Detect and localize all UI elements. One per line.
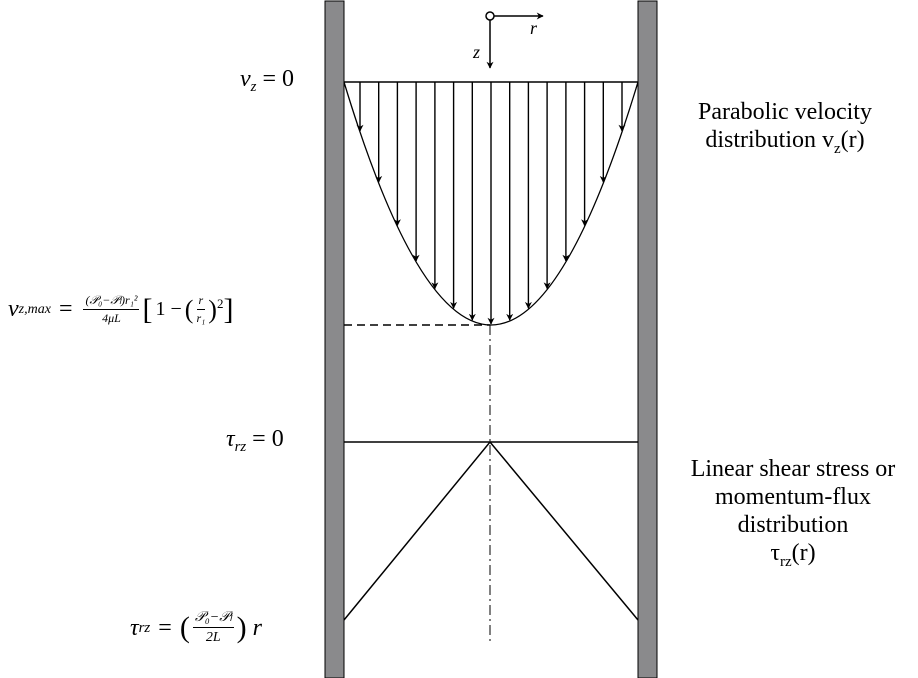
vz-zero-label: [240, 66, 294, 96]
right-wall: [638, 1, 657, 678]
vz-zero-rhs: = 0: [262, 66, 294, 92]
tau-zero-label: [226, 426, 284, 456]
tau-lin-equals: =: [158, 614, 172, 641]
tau-paren-close: ): [236, 611, 247, 645]
vzmax-numerator: (𝒫₀−𝒫ₗ)r₁²: [83, 294, 139, 310]
shear-desc-line4: $\tau_{rz}(r)$: [770, 540, 816, 570]
velocity-desc-line1: Parabolic velocity: [698, 99, 872, 125]
shear-v-line: [344, 442, 638, 620]
one-minus: 1 −: [155, 298, 182, 321]
tau-denominator: 2L: [205, 630, 221, 646]
tau-lin-tail: r: [252, 614, 262, 641]
z-axis-label: z: [473, 42, 481, 62]
inner-denominator: r₁: [196, 310, 206, 325]
shear-desc-line2: momentum-flux: [715, 484, 871, 510]
inner-fraction: [196, 294, 205, 326]
vzmax-fraction: [83, 294, 139, 326]
shear-desc-line1: Linear shear stress or: [690, 456, 896, 482]
shear-desc-line3: distribution: [737, 512, 849, 538]
tau-linear-formula: [130, 610, 262, 646]
coordinate-axes: [472, 12, 543, 68]
vz-subscript: z: [250, 79, 257, 96]
vzmax-equals: =: [58, 296, 73, 323]
left-wall: [325, 1, 344, 678]
inner-numerator: r: [197, 294, 206, 310]
velocity-arrows: [360, 82, 622, 324]
vzmax-denominator: 4μL: [102, 310, 121, 325]
velocity-description: [690, 98, 880, 163]
shear-description: [668, 455, 918, 576]
bracket-open: [: [142, 292, 153, 326]
velocity-desc-line2: distribution $v_z(r)$: [705, 127, 865, 157]
square-exponent: 2: [216, 296, 224, 311]
tau-paren-open: (: [179, 611, 190, 645]
vzmax-symbol: v: [8, 296, 19, 323]
paren-open: (: [184, 294, 194, 324]
origin-marker: [486, 12, 494, 20]
tau-subscript: rz: [234, 439, 247, 456]
r-axis-label: r: [530, 18, 538, 38]
tau-numerator: 𝒫₀−𝒫ₗ: [193, 610, 234, 628]
paren-close: ): [208, 294, 217, 324]
bracket-close: ]: [223, 292, 234, 326]
tau-lin-symbol: τ: [130, 614, 139, 641]
shear-stress-profile: [344, 442, 638, 620]
tau-fraction: [193, 610, 234, 646]
tau-zero-rhs: = 0: [252, 426, 284, 452]
velocity-profile: [344, 82, 638, 325]
tau-symbol: τ: [226, 426, 235, 452]
vzmax-subscript: z,max: [18, 301, 51, 317]
tau-lin-subscript: rz: [138, 619, 151, 636]
vz-symbol: v: [240, 66, 251, 92]
vz-max-formula: [8, 294, 233, 326]
